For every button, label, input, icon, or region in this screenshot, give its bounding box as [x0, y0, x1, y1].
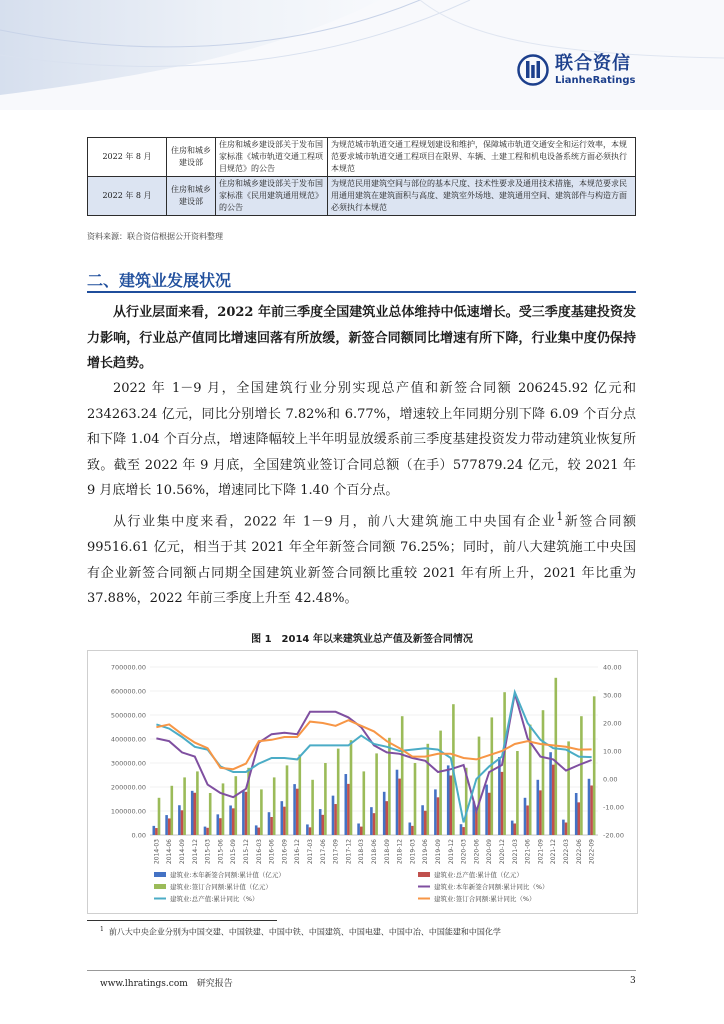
bar-output — [501, 772, 504, 835]
bar-new-contract — [421, 805, 424, 835]
right-axis-tick: 0.00 — [603, 775, 618, 784]
bar-output — [539, 790, 542, 835]
x-axis-tick: 2018-03 — [358, 839, 366, 865]
legend-label: 建筑业:总产值:累计同比（%） — [170, 895, 259, 903]
bar-new-contract — [242, 791, 245, 835]
bar-output — [437, 797, 440, 835]
right-axis-tick: -20.00 — [603, 831, 624, 840]
bar-contract-total — [222, 783, 225, 835]
footer-divider — [87, 970, 636, 971]
bar-output — [450, 775, 453, 835]
table-source-note: 资料来源：联合资信根据公开资料整理 — [87, 232, 223, 241]
table-cell-standard: 住房和城乡建设部关于发布国家标准《民用建筑通用规范》的公告 — [216, 177, 328, 216]
output-paragraph: 2022 年 1－9 月，全国建筑行业分别实现总产值和新签合同额 206245.92 亿元和 234263.24 亿元，同比分别增长 7.82%和 6.77%，增速较上年同期分别下降 6.09 个百分点和下降 1.04 个百分点，增速降幅较上半年明显放缓系前三季度基建投资发力带动建筑业恢复所致。截至 2022 年 9 月底，全国建筑业签订合同总额（在手）577879.24 亿元，较 2021 年 9 月底增长 10.56%，增速同比下降 1.40 个百分点。 — [87, 381, 636, 499]
bar-new-contract — [511, 821, 514, 835]
x-axis-tick: 2022-09 — [588, 839, 596, 865]
x-axis-tick: 2016-03 — [255, 839, 263, 865]
bar-contract-total — [478, 737, 481, 835]
bar-new-contract — [409, 823, 412, 835]
bar-new-contract — [485, 785, 488, 835]
x-axis-tick: 2016-12 — [294, 839, 302, 865]
bar-new-contract — [524, 798, 527, 835]
bar-new-contract — [396, 770, 399, 835]
line-new-contract-yoy — [156, 694, 591, 812]
x-axis-tick: 2022-03 — [563, 839, 570, 865]
bar-contract-total — [580, 716, 583, 835]
brand-name-cn: 联合资信 — [555, 52, 631, 74]
x-axis-tick: 2019-09 — [435, 839, 442, 865]
x-axis-tick: 2016-06 — [268, 839, 276, 865]
bar-output — [424, 811, 427, 835]
footnote — [100, 926, 501, 938]
brand-name-en: LianheRatings — [555, 74, 636, 86]
bar-contract-total — [324, 763, 327, 835]
x-axis-tick: 2018-06 — [371, 839, 378, 865]
x-axis-tick: 2020-09 — [486, 839, 494, 865]
table-cell-standard: 住房和城乡建设部关于发布国家标准《城市轨道交通工程项目规范》的公告 — [216, 138, 328, 177]
legend-label: 建筑业:本年新签合同额:累计值（亿元） — [170, 871, 285, 879]
left-axis-tick: 300000.00 — [110, 759, 146, 768]
concentration-text-a: 从行业集中度来看，2022 年 1－9 月，前八大建筑施工中央国有企业 — [113, 514, 557, 530]
bar-new-contract — [537, 780, 540, 835]
table-cell-content: 为规范民用建筑空间与部位的基本尺度、技术性要求及通用技术措施，本规范要求民用通用建筑在建筑面积与高度、建筑室外场地、建筑通用空间、建筑部件与构造方面必须执行本规范 — [328, 177, 636, 216]
bar-output — [347, 784, 350, 835]
legend-swatch — [154, 872, 166, 877]
bar-output — [168, 818, 171, 835]
footer-text: www.lhratings.com 研究报告 — [100, 979, 233, 989]
bar-new-contract — [549, 752, 552, 835]
x-axis-tick: 2015-03 — [204, 839, 212, 865]
bar-output — [411, 826, 414, 835]
table-cell-content: 为规范城市轨道交通工程规划建设和维护，保障城市轨道交通安全和运行效率，本规范要求城市轨道交通工程项目在限界、车辆、土建工程和机电设备系统方面必须执行本规范 — [328, 138, 636, 177]
bar-contract-total — [503, 692, 506, 835]
x-axis-tick: 2021-09 — [537, 839, 545, 865]
bar-output — [270, 817, 273, 835]
bar-new-contract — [204, 827, 207, 835]
bar-contract-total — [183, 777, 186, 835]
section-divider — [87, 291, 636, 293]
table-cell-dept: 住房和城乡建设部 — [167, 138, 216, 177]
bar-contract-total — [414, 763, 417, 835]
right-axis-tick: 30.00 — [603, 691, 622, 700]
bar-output — [590, 786, 593, 835]
bar-new-contract — [383, 792, 386, 835]
bar-contract-total — [196, 771, 199, 835]
footnote-divider — [87, 920, 277, 921]
bar-contract-total — [273, 777, 276, 835]
bar-contract-total — [375, 753, 378, 835]
bar-contract-total — [260, 789, 263, 835]
legend-swatch — [154, 884, 166, 889]
bar-contract-total — [158, 798, 161, 835]
bar-contract-total — [491, 717, 494, 835]
bar-new-contract — [357, 823, 360, 835]
x-axis-tick: 2019-03 — [409, 839, 417, 865]
bar-output — [181, 810, 184, 835]
legend-swatch — [418, 872, 430, 877]
bar-contract-total — [542, 710, 545, 835]
bar-output — [283, 807, 286, 835]
bar-output — [232, 808, 235, 835]
x-axis-tick: 2015-06 — [217, 839, 225, 865]
left-axis-tick: 400000.00 — [110, 735, 146, 744]
bar-contract-total — [171, 786, 174, 835]
x-axis-tick: 2014-06 — [166, 839, 174, 865]
bar-contract-total — [299, 755, 302, 835]
brand-logo — [517, 54, 635, 86]
bar-output — [296, 789, 299, 835]
bar-contract-total — [350, 740, 353, 835]
chart-canvas — [88, 651, 637, 913]
x-axis-tick: 2020-03 — [460, 839, 468, 865]
bar-new-contract — [178, 805, 181, 835]
x-axis-tick: 2021-03 — [511, 839, 519, 865]
page-header — [0, 0, 724, 110]
x-axis-tick: 2021-12 — [550, 839, 558, 865]
concentration-paragraph — [87, 504, 636, 612]
x-axis-tick: 2019-12 — [447, 839, 455, 865]
left-axis-tick: 0.00 — [131, 831, 146, 840]
left-axis-tick: 600000.00 — [110, 687, 146, 696]
bar-contract-total — [286, 765, 289, 835]
right-axis-tick: 40.00 — [603, 663, 622, 672]
x-axis-tick: 2017-09 — [332, 839, 340, 865]
x-axis-tick: 2014-12 — [191, 839, 199, 865]
concentration-text-b: 新签合同额 99516.61 亿元，相当于其 2021 年全年新签合同额 76.25%；同时，前八大建筑施工中央国有企业新签合同额占同期全国建筑业新签合同额比重较 2021 年有所上升，2021 年比重为 37.88%，2022 年前三季度上升至 42.48%。 — [87, 514, 636, 607]
bar-new-contract — [460, 824, 463, 835]
bar-contract-total — [337, 749, 340, 835]
line-output-yoy — [156, 692, 591, 822]
bar-output — [155, 828, 158, 835]
bar-output — [219, 818, 222, 835]
x-axis-tick: 2017-12 — [345, 839, 353, 865]
bar-new-contract — [229, 805, 232, 835]
bar-output — [322, 815, 325, 835]
bar-new-contract — [498, 757, 501, 835]
x-axis-tick: 2020-12 — [499, 839, 506, 865]
bar-new-contract — [268, 812, 271, 835]
legend-label: 建筑业:本年新签合同额:累计同比（%） — [434, 883, 549, 891]
bar-output — [488, 793, 491, 835]
bar-output — [514, 823, 517, 835]
table-row — [88, 138, 636, 177]
left-axis-tick: 500000.00 — [110, 711, 146, 720]
bar-contract-total — [311, 780, 314, 835]
bar-output — [578, 802, 581, 835]
left-axis-tick: 700000.00 — [110, 663, 146, 672]
bar-new-contract — [165, 815, 168, 835]
construction-chart — [87, 650, 638, 914]
bar-new-contract — [293, 784, 296, 835]
x-axis-tick: 2017-03 — [307, 839, 314, 865]
bar-contract-total — [439, 731, 442, 835]
bar-contract-total — [567, 741, 570, 835]
bar-contract-total — [516, 751, 519, 835]
bar-output — [565, 823, 568, 835]
right-axis-tick: 20.00 — [603, 719, 622, 728]
bar-contract-total — [209, 793, 212, 835]
table-cell-dept: 住房和城乡建设部 — [167, 177, 216, 216]
bar-contract-total — [427, 744, 430, 835]
bar-new-contract — [370, 807, 373, 835]
page-number: 3 — [630, 976, 636, 986]
bar-output — [206, 828, 209, 835]
x-axis-tick: 2022-06 — [575, 839, 583, 865]
bar-new-contract — [153, 826, 156, 835]
bar-output — [398, 779, 401, 835]
x-axis-tick: 2015-09 — [230, 839, 238, 865]
bar-output — [462, 827, 465, 835]
left-axis-tick: 200000.00 — [110, 783, 146, 792]
bar-new-contract — [332, 796, 335, 835]
bar-output — [258, 828, 261, 835]
bar-output — [334, 804, 337, 835]
bar-new-contract — [319, 809, 322, 835]
footnote-text: 前八大中央企业分别为中国交建、中国铁建、中国中铁、中国建筑、中国电建、中国中冶、中国能建和中国化学 — [108, 927, 501, 937]
lianhe-logo-icon — [517, 54, 549, 86]
bar-new-contract — [281, 801, 284, 835]
x-axis-tick: 2014-03 — [153, 839, 161, 865]
bar-new-contract — [306, 824, 309, 835]
x-axis-tick: 2016-09 — [281, 839, 289, 865]
bar-contract-total — [593, 696, 596, 835]
figure-title: 图 1 2014 年以来建筑业总产值及新签合同情况 — [251, 634, 473, 645]
legend-label: 建筑业:总产值:累计值（亿元） — [434, 871, 523, 879]
bar-output — [373, 813, 376, 835]
x-axis-tick: 2019-06 — [422, 839, 430, 865]
x-axis-tick: 2015-12 — [243, 839, 250, 865]
bar-new-contract — [255, 825, 258, 835]
right-axis-tick: -10.00 — [603, 803, 624, 812]
regulation-table — [87, 137, 636, 216]
bar-output — [245, 792, 248, 835]
bar-output — [194, 793, 197, 835]
x-axis-tick: 2014-09 — [179, 839, 186, 865]
x-axis-tick: 2018-12 — [396, 839, 404, 865]
bar-output — [309, 827, 312, 835]
bar-output — [386, 801, 389, 835]
x-axis-tick: 2018-09 — [383, 839, 391, 865]
bar-new-contract — [217, 814, 220, 835]
bar-new-contract — [575, 793, 578, 835]
right-axis-tick: 10.00 — [603, 747, 622, 756]
bar-output — [360, 827, 363, 835]
bar-new-contract — [191, 791, 194, 835]
section-title: 二、建筑业发展状况 — [87, 271, 232, 290]
bar-contract-total — [363, 771, 366, 835]
footnote-ref: 1 — [556, 510, 564, 523]
bar-new-contract — [588, 779, 591, 835]
legend-label: 建筑业:签订合同额:累计值（亿元） — [170, 883, 272, 891]
footnote-number: 1 — [100, 926, 104, 933]
legend-label: 建筑业:签订合同额:累计同比（%） — [434, 895, 536, 903]
summary-paragraph: 从行业层面来看，2022 年前三季度全国建筑业总体维持中低速增长。受三季度基建投资发力影响，行业总产值同比增速回落有所放缓，新签合同额同比增速有所下降，行业集中度仍保持增长趋势。 — [87, 305, 636, 372]
bar-contract-total — [555, 678, 558, 835]
x-axis-tick: 2021-06 — [524, 839, 532, 865]
bar-output — [552, 765, 555, 835]
table-row — [88, 177, 636, 216]
bar-output — [526, 805, 529, 835]
bar-contract-total — [235, 776, 238, 835]
x-axis-tick: 2017-06 — [319, 839, 327, 865]
bar-new-contract — [562, 820, 565, 835]
bar-new-contract — [345, 774, 348, 835]
table-cell-date: 2022 年 8 月 — [88, 177, 167, 216]
bar-contract-total — [401, 716, 404, 835]
x-axis-tick: 2020-06 — [473, 839, 481, 865]
table-cell-date: 2022 年 8 月 — [88, 138, 167, 177]
bar-new-contract — [447, 765, 450, 835]
left-axis-tick: 100000.00 — [110, 807, 146, 816]
bar-new-contract — [434, 789, 437, 835]
